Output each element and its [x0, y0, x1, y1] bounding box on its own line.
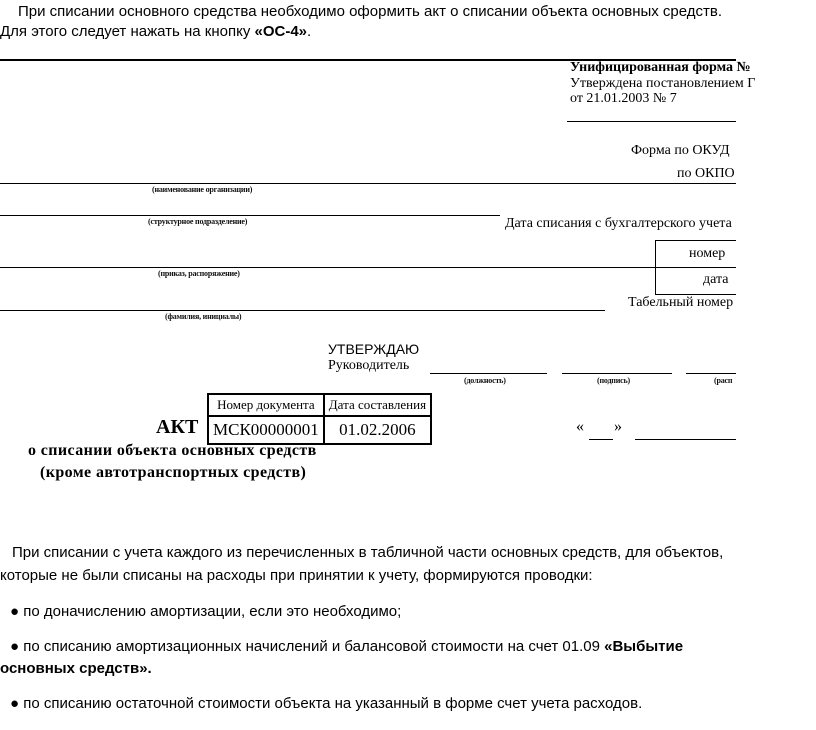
act-form-image: [0, 56, 756, 492]
unified-form-label: Унифицированная форма №: [570, 60, 751, 75]
bullet-2-text: ● по списанию амортизационных начислений и балансовой стоимости на счет 01.09: [10, 638, 605, 655]
order-line: [0, 267, 655, 268]
intro-line-2-end: .: [307, 23, 312, 40]
act-subtitle-1: о списании объекта основных средств: [28, 442, 317, 459]
decoding-line: [686, 373, 736, 374]
quote-close: »: [614, 418, 622, 435]
division-line: [0, 215, 500, 216]
col-doc-number: Номер документа: [208, 394, 324, 416]
number-label: номер: [689, 246, 726, 261]
org-caption: (наименование организации): [152, 185, 253, 194]
writeoff-box-top: [655, 240, 736, 241]
bullet-3: ● по списанию остаточной стоимости объекта на указанный в форме счет учета расходов.: [10, 695, 643, 712]
signature-line: [562, 373, 672, 374]
bullet-2-cont: [0, 659, 152, 679]
okud-label: Форма по ОКУД: [631, 143, 730, 158]
approve-label: УТВЕРЖДАЮ: [328, 341, 420, 357]
position-caption: (должность): [464, 376, 506, 385]
intro-line-2-text: Для этого следует нажать на кнопку: [0, 23, 255, 40]
act-subtitle-2: (кроме автотранспортных средств): [40, 464, 307, 481]
month-line: [635, 439, 736, 440]
bullet-2-bold-cont: основных средств».: [0, 660, 152, 677]
bullet-2-bold: «Выбытие: [604, 638, 684, 655]
approved-underline: [567, 121, 736, 122]
intro-line-1: При списании основного средства необходимо оформить акт о списании объекта основных средств.: [18, 3, 723, 20]
approved-label: Утверждена постановлением Г: [570, 76, 756, 91]
day-line: [589, 439, 613, 440]
bullet-1: ● по доначислению амортизации, если это необходимо;: [10, 603, 402, 620]
doc-date-value: 01.02.2006: [324, 416, 431, 444]
tab-number-label: Табельный номер: [628, 295, 734, 310]
approved-date-label: от 21.01.2003 № 7: [570, 91, 677, 106]
document-table: [207, 393, 432, 445]
head-label: Руководитель: [328, 358, 410, 373]
name-caption: (фамилия, инициалы): [165, 312, 242, 321]
writeoff-date-label: Дата списания с бухгалтерского учета: [505, 216, 732, 231]
para1-line-1: При списании с учета каждого из перечисленных в табличной части основных средств, для объектов,: [12, 544, 724, 561]
org-line: [0, 183, 736, 184]
division-caption: (структурное подразделение): [148, 217, 248, 226]
quote-open: «: [576, 418, 584, 435]
date-label: дата: [703, 272, 729, 287]
doc-number-value: МСК00000001: [208, 416, 324, 444]
col-doc-date: Дата составления: [324, 394, 431, 416]
signature-caption: (подпись): [597, 376, 630, 385]
para1-line-2: которые не были списаны на расходы при принятии к учету, формируются проводки:: [0, 567, 593, 584]
name-line: [0, 310, 605, 311]
act-title: АКТ: [156, 416, 199, 438]
order-caption: (приказ, распоряжение): [158, 269, 240, 278]
intro-line-2: [0, 22, 311, 42]
os4-button-name: «ОС-4»: [254, 23, 308, 40]
bullet-2: [10, 637, 683, 657]
okpo-label: по ОКПО: [677, 166, 735, 181]
writeoff-box-mid: [655, 267, 736, 268]
position-line: [430, 373, 547, 374]
decoding-caption: (расп: [714, 376, 733, 385]
